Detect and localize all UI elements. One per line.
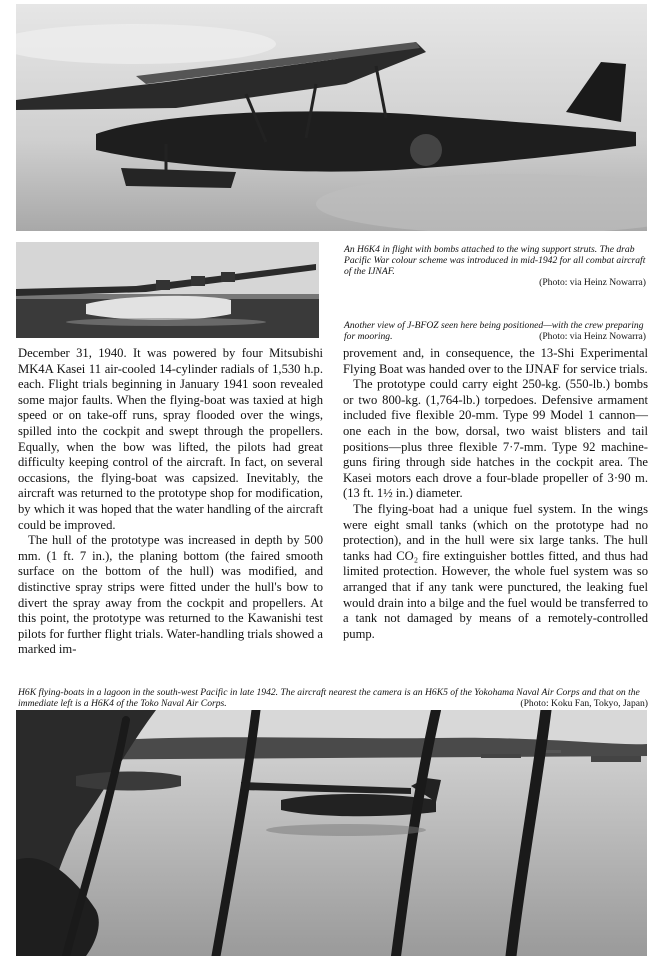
- bottom-caption-credit: (Photo: Koku Fan, Tokyo, Japan): [520, 698, 648, 709]
- right-paragraph-3: The flying-boat had a unique fuel system. In the wings were eight small tanks (which on the prototype had no protection), and in the hull were six large tanks. The hull tanks had CO₂ fire extinguisher bottles fitted, and thus had limited protection. However, the whole fuel system was so arranged that if any tank were punctured, the leaking fuel would drain into a bilge and the fuel would be transferred to a tank not damaged by means of a remotely-controlled pump.: [343, 501, 648, 641]
- right-paragraph-1: provement and, in consequence, the 13-Shi Experimental Flying Boat was handed over to the IJNAF for service trials.: [343, 346, 648, 376]
- right-paragraph-2: The prototype could carry eight 250-kg. (550-lb.) bombs or two 800-kg. (1,764-lb.) torpedoes. Defensive armament included five flexible 20-mm. Type 99 Model 1 cannon—one each in the bow, dorsal, two waist blisters and tail positions—plus three flexible 7·7-mm. Type 92 machine-guns firing through side hatches in the cockpit area. The Kasei motors each drove a four-blade propeller of 3·90 m. (13 ft. 1½ in.) diameter.: [343, 377, 648, 501]
- article-left-column: [18, 346, 323, 658]
- middle-caption-credit: (Photo: via Heinz Nowarra): [539, 331, 646, 342]
- lagoon-flying-boats-image: [16, 710, 647, 956]
- top-caption-text: An H6K4 in flight with bombs attached to the wing support struts. The drab Pacific War colour scheme was introduced in mid-1942 for all combat aircraft of the IJNAF.: [344, 244, 646, 277]
- bottom-photo: [16, 710, 647, 956]
- middle-photo: [16, 242, 319, 338]
- left-paragraph-2: The hull of the prototype was increased in depth by 500 mm. (1 ft. 7 in.), the planing bottom (the faired smooth surface on the bottom of the hull) was modified, and distinctive spray strips were fitted under the hull's bow to divert the spray away from the cockpit and propellers. At this point, the prototype was returned to the Kawanishi test pilots for further flight trials. Water-handling trials showed a marked im-: [18, 533, 323, 657]
- bottom-photo-caption: [18, 687, 648, 709]
- top-photo-caption: [344, 244, 648, 288]
- middle-photo-caption: [344, 320, 648, 342]
- top-photo: [16, 4, 647, 231]
- flying-boat-in-flight-image: [16, 4, 647, 231]
- middle-caption-text: Another view of J-BFOZ seen here being positioned—with the crew preparing for mooring.: [344, 320, 644, 342]
- article-right-column: [343, 346, 648, 642]
- top-caption-credit: (Photo: via Heinz Nowarra): [539, 277, 646, 288]
- left-paragraph-1: December 31, 1940. It was powered by four Mitsubishi MK4A Kasei 11 air-cooled 14-cylinder radials of 1,530 h.p. each. Flight trials beginning in January 1941 soon revealed some major faults. When the flying-boat was taxied at high speed or on take-off runs, spray flooded over the wings, spilled into the cockpit and swept through the propellers. Equally, when the bow was lifted, the pilots had great difficulty keeping control of the aircraft. In fact, on several occasions, the flying-boat was capsized. Inevitably, the aircraft was returned to the prototype shop for modification, by which it was hoped that the water handling of the aircraft could be improved.: [18, 346, 323, 532]
- flying-boat-on-water-image: [16, 242, 319, 338]
- bottom-caption-text: H6K flying-boats in a lagoon in the south-west Pacific in late 1942. The aircraft nearest the camera is an H6K5 of the Yokohama Naval Air Corps and that on the immediate left is a H6K4 of the Toko Naval Air Corps.: [18, 687, 640, 709]
